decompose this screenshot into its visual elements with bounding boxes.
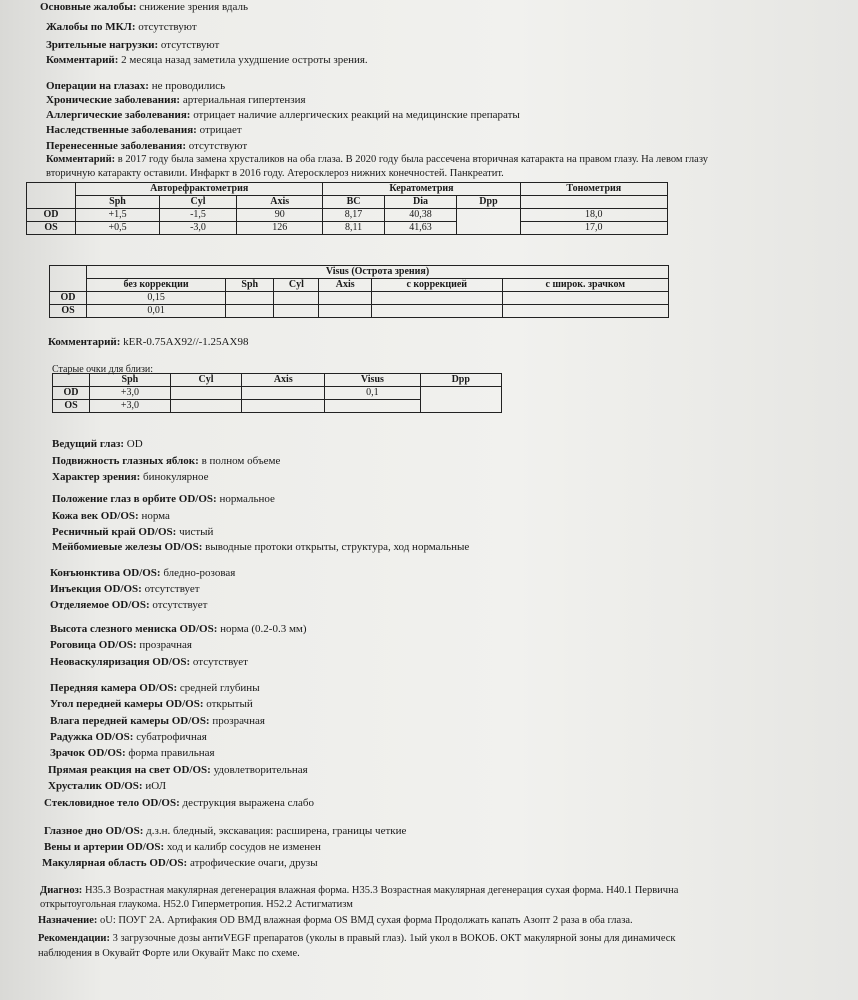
exam-line: Хрусталик OD/OS: иОЛ [48, 780, 167, 792]
eye-surgery-line: Операции на глазах: не проводились [46, 80, 226, 92]
exam-line: Прямая реакция на свет OD/OS: удовлетворительная [48, 764, 308, 776]
cell [502, 292, 668, 305]
exam-line: Ведущий глаз: OD [52, 438, 143, 450]
cell: 41,63 [384, 222, 457, 235]
cell [371, 292, 502, 305]
cell [319, 305, 371, 318]
exam-line: Высота слезного мениска OD/OS: норма (0.2-0.3 мм) [50, 623, 307, 635]
prescription-line: Назначение: оU: ПОУГ 2А. Артифакия OD ВМД влажная форма OS ВМД сухая форма Продолжать капать Азопт 2 раза в оба глаза. [38, 915, 633, 926]
exam-line: Положение глаз в орбите OD/OS: нормальное [52, 493, 275, 505]
comment-line-1: Комментарий: 2 месяца назад заметила ухудшение остроты зрения. [46, 54, 368, 66]
cell: 8,11 [323, 222, 384, 235]
row-label-os: OS [27, 222, 76, 235]
visual-load-line: Зрительные нагрузки: отсутствуют [46, 39, 220, 51]
autorefractometry-header: Авторефрактометрия [76, 183, 323, 196]
exam-line: Стекловидное тело OD/OS: деструкция выражена слабо [44, 797, 315, 809]
col-cyl: Cyl [274, 279, 319, 292]
cell [170, 400, 241, 413]
cell [242, 387, 325, 400]
hereditary-line: Наследственные заболевания: отрицает [46, 124, 242, 136]
cell: -1,5 [160, 209, 237, 222]
allergy-line: Аллергические заболевания: отрицает наличие аллергических реакций на медицинские препараты [46, 109, 520, 121]
exam-line: Ресничный край OD/OS: чистый [52, 526, 214, 538]
cell [274, 305, 319, 318]
table-row [50, 292, 669, 305]
corner-cell [53, 374, 90, 387]
col-bc: BC [323, 196, 384, 209]
exam-line: Зрачок OD/OS: форма правильная [50, 747, 215, 759]
row-label-od: OD [53, 387, 90, 400]
chronic-diseases-line: Хронические заболевания: артериальная гипертензия [46, 94, 306, 106]
exam-line: Конъюнктива OD/OS: бледно-розовая [50, 567, 236, 579]
cell: 126 [236, 222, 322, 235]
cell: 40,38 [384, 209, 457, 222]
col-dilated-pupil: с широк. зрачком [502, 279, 668, 292]
cell: 0,01 [87, 305, 226, 318]
cell: 90 [236, 209, 322, 222]
cell [420, 387, 501, 413]
old-glasses-caption: Старые очки для близи: [52, 364, 154, 375]
corner-cell [50, 266, 87, 292]
refraction-table [26, 182, 668, 235]
exam-line: Влага передней камеры OD/OS: прозрачная [50, 715, 265, 727]
exam-line: Инъекция OD/OS: отсутствует [50, 583, 200, 595]
exam-line: Характер зрения: бинокулярное [52, 471, 209, 483]
col-axis: Axis [319, 279, 371, 292]
history-comment-line: Комментарий: в 2017 году была замена хрусталиков на оба глаза. В 2020 году была рассечена вторичная катаракта на правом глазу. На левом глазу [46, 154, 709, 165]
old-glasses-table [52, 373, 502, 413]
diagnosis-cont: открытоугольная глаукома. H52.0 Гиперметропия. H52.2 Астигматизм [40, 899, 353, 910]
table-row [50, 305, 669, 318]
visus-header: Visus (Острота зрения) [87, 266, 669, 279]
col-sph: Sph [76, 196, 160, 209]
col-sph: Sph [226, 279, 274, 292]
recommendation-cont: наблюдения в Окувайт Форте или Окувайт Макс по схеме. [38, 948, 300, 959]
cell [226, 305, 274, 318]
cell: 18,0 [520, 209, 667, 222]
row-label-od: OD [27, 209, 76, 222]
cell [319, 292, 371, 305]
tono-blank [520, 196, 667, 209]
col-visus: Visus [325, 374, 420, 387]
past-diseases-line: Перенесенные заболевания: отсутствуют [46, 140, 248, 152]
table-row [53, 387, 502, 400]
exam-line: Кожа век OD/OS: норма [52, 510, 170, 522]
complaints-line: Основные жалобы: снижение зрения вдаль [40, 1, 248, 13]
col-dpp: Dpp [457, 196, 520, 209]
exam-line: Мейбомиевые железы OD/OS: выводные протоки открыты, структура, ход нормальные [52, 541, 470, 553]
col-with-correction: с коррекцией [371, 279, 502, 292]
cell: 17,0 [520, 222, 667, 235]
table-row [27, 209, 668, 222]
cell [457, 209, 520, 235]
cell: +0,5 [76, 222, 160, 235]
cell [502, 305, 668, 318]
corner-cell [27, 183, 76, 209]
cell [274, 292, 319, 305]
cell: 0,1 [325, 387, 420, 400]
visus-comment-line: Комментарий: kER-0.75AX92//-1.25AX98 [48, 336, 249, 348]
cell: -3,0 [160, 222, 237, 235]
exam-line: Неоваскуляризация OD/OS: отсутствует [50, 656, 248, 668]
col-axis: Axis [236, 196, 322, 209]
cell [170, 387, 241, 400]
row-label-os: OS [50, 305, 87, 318]
cell: 8,17 [323, 209, 384, 222]
cell: 0,15 [87, 292, 226, 305]
exam-line: Подвижность глазных яблок: в полном объеме [52, 455, 281, 467]
visus-table [49, 265, 669, 318]
cell: +3,0 [90, 400, 171, 413]
exam-line: Передняя камера OD/OS: средней глубины [50, 682, 260, 694]
exam-line: Отделяемое OD/OS: отсутствует [50, 599, 208, 611]
exam-line: Макулярная область OD/OS: атрофические очаги, друзы [42, 857, 318, 869]
col-dia: Dia [384, 196, 457, 209]
cell: +1,5 [76, 209, 160, 222]
exam-line: Вены и артерии OD/OS: ход и калибр сосудов не изменен [44, 841, 321, 853]
col-no-correction: без коррекции [87, 279, 226, 292]
diagnosis-line: Диагноз: H35.3 Возрастная макулярная дегенерация влажная форма. H35.3 Возрастная макулярная дегенерация сухая форма. H40.1 Первична [40, 885, 679, 896]
col-axis: Axis [242, 374, 325, 387]
row-label-od: OD [50, 292, 87, 305]
exam-line: Радужка OD/OS: субатрофичная [50, 731, 207, 743]
row-label-os: OS [53, 400, 90, 413]
mkl-complaints-line: Жалобы по МКЛ: отсутствуют [46, 21, 197, 33]
cell [226, 292, 274, 305]
col-dpp: Dpp [420, 374, 501, 387]
tonometry-header: Тонометрия [520, 183, 667, 196]
cell [242, 400, 325, 413]
keratometry-header: Кератометрия [323, 183, 520, 196]
col-cyl: Cyl [170, 374, 241, 387]
col-cyl: Cyl [160, 196, 237, 209]
cell [371, 305, 502, 318]
col-sph: Sph [90, 374, 171, 387]
recommendation-line: Рекомендации: 3 загрузочные дозы антиVEGF препаратов (уколы в правый глаз). 1ый укол в ВОКОБ. ОКТ макулярной зоны для динамическ [38, 933, 676, 944]
exam-line: Глазное дно OD/OS: д.з.н. бледный, экскавация: расширена, границы четкие [44, 825, 407, 837]
exam-line: Роговица OD/OS: прозрачная [50, 639, 192, 651]
history-comment-cont: вторичную катаракту оставили. Инфаркт в 2016 году. Атеросклероз нижних конечностей. Панкреатит. [46, 168, 504, 179]
cell: +3,0 [90, 387, 171, 400]
cell [325, 400, 420, 413]
table-row [27, 222, 668, 235]
exam-line: Угол передней камеры OD/OS: открытый [50, 698, 253, 710]
